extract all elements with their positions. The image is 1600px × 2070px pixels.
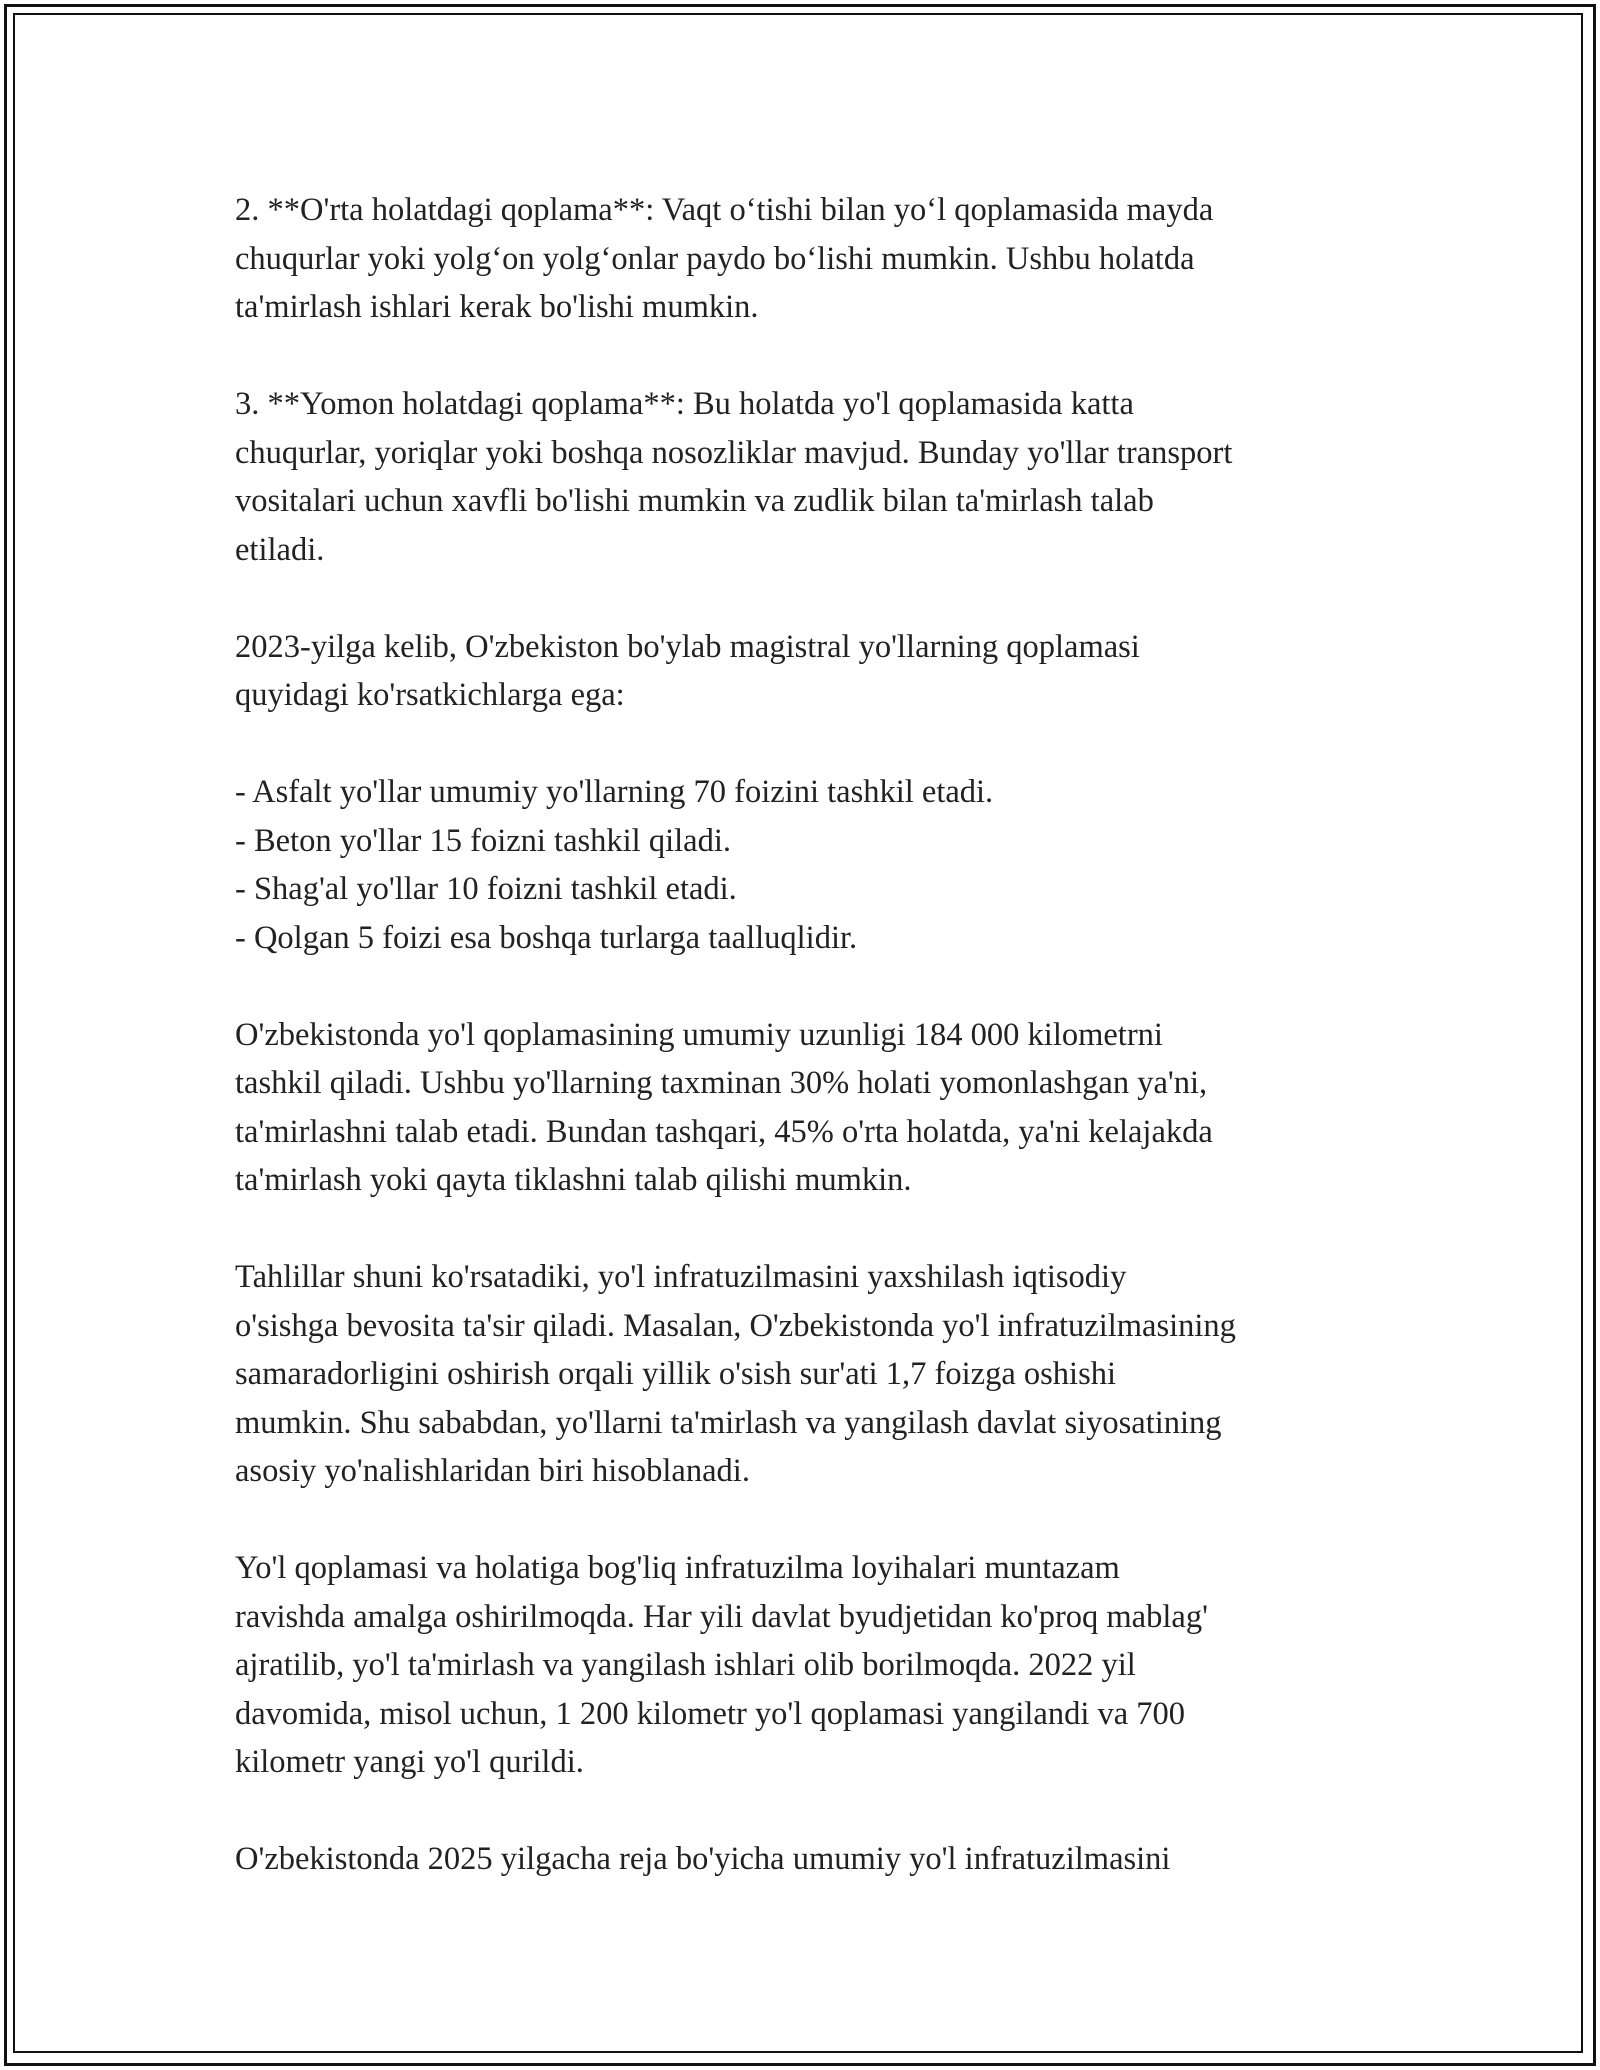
- paragraph-2023-intro: [235, 623, 1385, 720]
- list-item: - Beton yo'llar 15 foizni tashkil qiladi.: [235, 822, 731, 859]
- text-line: mumkin. Shu sababdan, yo'llarni ta'mirlash va yangilash davlat siyosatining: [235, 1404, 1222, 1441]
- paragraph-2025-plan: [235, 1835, 1385, 1884]
- text-line: 3. **Yomon holatdagi qoplama**: Bu holatda yo'l qoplamasida katta: [235, 386, 1134, 422]
- text-line: kilometr yangi yo'l qurildi.: [235, 1744, 584, 1780]
- road-type-list: [235, 768, 1385, 962]
- list-item: - Shag'al yo'llar 10 foizni tashkil etadi.: [235, 871, 737, 907]
- list-item: - Qolgan 5 foizi esa boshqa turlarga taalluqlidir.: [235, 919, 858, 956]
- text-line: samaradorligini oshirish orqali yillik o'sish sur'ati 1,7 foizga oshishi: [235, 1356, 1116, 1392]
- text-line: davomida, misol uchun, 1 200 kilometr yo'l qoplamasi yangilandi va 700: [235, 1695, 1186, 1732]
- text-line: o'sishga bevosita ta'sir qiladi. Masalan, O'zbekistonda yo'l infratuzilmasining: [235, 1307, 1236, 1344]
- document-body: [235, 186, 1385, 1932]
- text-line: quyidagi ko'rsatkichlarga ega:: [235, 677, 625, 713]
- text-line: ta'mirlashni talab etadi. Bundan tashqari, 45% o'rta holatda, ya'ni kelajakda: [235, 1113, 1213, 1150]
- text-line: ta'mirlash ishlari kerak bo'lishi mumkin.: [235, 289, 759, 325]
- text-line: Tahlillar shuni ko'rsatadiki, yo'l infratuzilmasini yaxshilash iqtisodiy: [235, 1259, 1127, 1295]
- text-line: ajratilib, yo'l ta'mirlash va yangilash ishlari olib borilmoqda. 2022 yil: [235, 1647, 1136, 1683]
- paragraph-economic-impact: [235, 1253, 1385, 1496]
- paragraph-road-length: [235, 1011, 1385, 1205]
- text-line: 2023-yilga kelib, O'zbekiston bo'ylab magistral yo'llarning qoplamasi: [235, 628, 1140, 665]
- text-line: asosiy yo'nalishlaridan biri hisoblanadi.: [235, 1453, 750, 1489]
- paragraph-bad-condition: [235, 380, 1385, 574]
- text-line: chuqurlar yoki yolg‘on yolg‘onlar paydo bo‘lishi mumkin. Ushbu holatda: [235, 240, 1195, 277]
- text-line: chuqurlar, yoriqlar yoki boshqa nosozliklar mavjud. Bunday yo'llar transport: [235, 434, 1233, 471]
- text-line: O'zbekistonda yo'l qoplamasining umumiy uzunligi 184 000 kilometrni: [235, 1016, 1163, 1053]
- list-item: - Asfalt yo'llar umumiy yo'llarning 70 foizini tashkil etadi.: [235, 774, 994, 810]
- text-line: etiladi.: [235, 531, 325, 568]
- text-line: ta'mirlash yoki qayta tiklashni talab qilishi mumkin.: [235, 1162, 912, 1198]
- text-line: vositalari uchun xavfli bo'lishi mumkin va zudlik bilan ta'mirlash talab: [235, 483, 1154, 519]
- text-line: ravishda amalga oshirilmoqda. Har yili davlat byudjetidan ko'proq mablag': [235, 1598, 1208, 1635]
- text-line: O'zbekistonda 2025 yilgacha reja bo'yicha umumiy yo'l infratuzilmasini: [235, 1841, 1171, 1877]
- paragraph-medium-condition: [235, 186, 1385, 332]
- text-line: 2. **O'rta holatdagi qoplama**: Vaqt o‘tishi bilan yo‘l qoplamasida mayda: [235, 192, 1214, 228]
- paragraph-infrastructure-projects: [235, 1544, 1385, 1787]
- text-line: Yo'l qoplamasi va holatiga bog'liq infratuzilma loyihalari muntazam: [235, 1550, 1120, 1586]
- text-line: tashkil qiladi. Ushbu yo'llarning taxminan 30% holati yomonlashgan ya'ni,: [235, 1065, 1208, 1101]
